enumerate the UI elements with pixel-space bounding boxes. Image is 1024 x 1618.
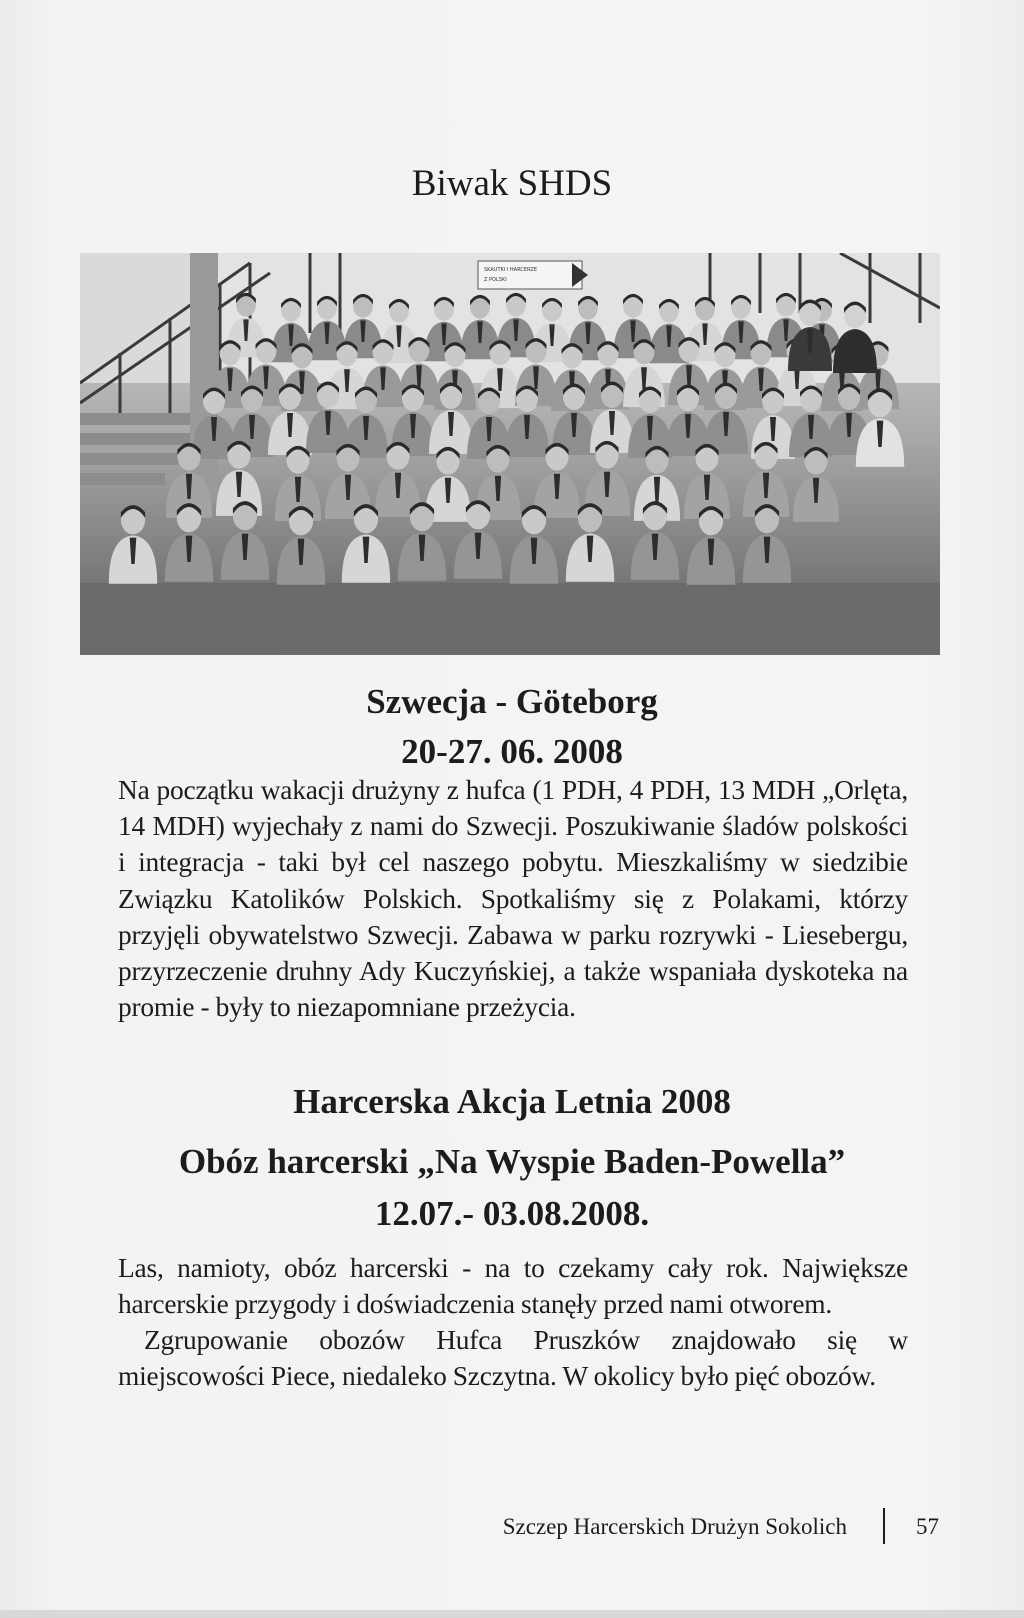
page-title: Biwak SHDS <box>411 163 613 204</box>
page-edge <box>0 1610 1024 1618</box>
footer-title: Szczep Harcerskich Drużyn Sokolich <box>502 1514 847 1539</box>
sign-line-2: Z POLSKI <box>484 277 507 283</box>
sign-line-1: SKAUTKI I HARCERZE <box>484 267 538 273</box>
section-heading-sweden: Szwecja - Göteborg <box>366 682 658 721</box>
section-heading-summer: Harcerska Akcja Letnia 2008 <box>293 1082 731 1121</box>
section-subheading-camp: Obóz harcerski „Na Wyspie Baden-Powella” <box>178 1142 846 1181</box>
section-date-sweden: 20-27. 06. 2008 <box>401 732 623 771</box>
group-photo <box>80 253 940 655</box>
page-number: 57 <box>916 1514 939 1539</box>
paragraph-camp-intro: Las, namioty, obóz harcerski - na to czekamy cały rok. Największe harcerskie przygody i doświadczenia stanęły przed nami otworem. <box>118 1253 908 1320</box>
section-date-camp: 12.07.- 03.08.2008. <box>374 1194 650 1233</box>
group-photo-image <box>80 253 940 655</box>
paragraph-sweden: Na początku wakacji drużyny z hufca (1 PDH, 4 PDH, 13 MDH „Orlęta, 14 MDH) wyjechały z nami do Szwecji. Poszukiwanie śladów polskości i integracja - taki był cel naszego pobytu. Mieszkaliśmy w siedzibie Związku Katolików Polskich. Spotkaliśmy się z Polakami, którzy przyjęli obywatelstwo Szwecji. Zabawa w parku rozrywki - Liesebergu, przyrzeczenie druhny Ady Kuczyńskiej, a także wspaniała dyskoteka na promie - były to niezapomniane przeżycia. <box>118 775 908 1023</box>
page-footer <box>0 1508 1024 1548</box>
footer-divider <box>883 1508 885 1544</box>
paragraph-camp-location: Zgrupowanie obozów Hufca Pruszków znajdowało się w miejscowości Piece, niedaleko Szczytna. W okolicy było pięć obozów. <box>118 1325 908 1392</box>
